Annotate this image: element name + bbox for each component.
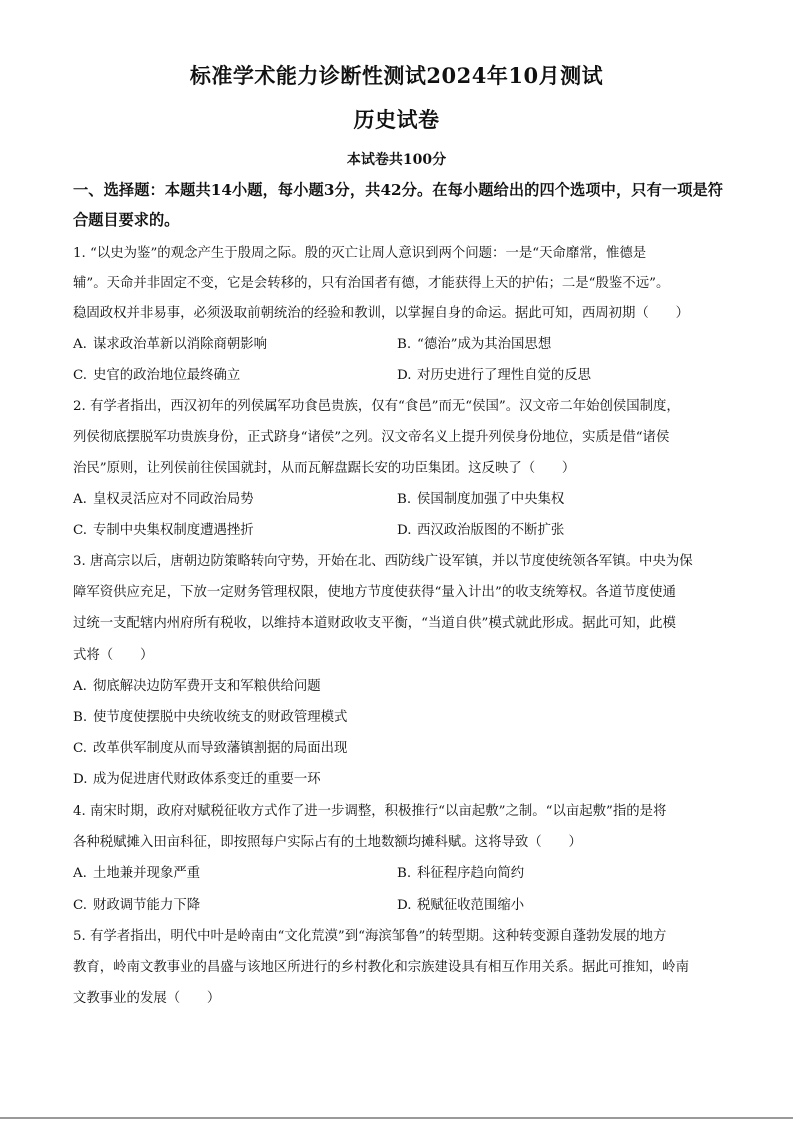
- question-line: 2. 有学者指出，西汉初年的列侯属军功食邑贵族，仅有“食邑”而无“侯国”。汉文帝二年始创侯国制度，: [73, 399, 680, 414]
- question-line: 治民”原则，让列侯前往侯国就封，从而瓦解盘踞长安的功臣集团。这反映了（ ）: [73, 461, 576, 476]
- question-line: 各种税赋摊入田亩科征，即按照每户实际占有的土地数额均摊科赋。这将导致（ ）: [73, 835, 582, 850]
- option-b: B. “德治”成为其治国思想: [397, 337, 552, 352]
- option-a: A. 土地兼并现象严重: [73, 866, 201, 881]
- question-line: 4. 南宋时期，政府对赋税征收方式作了进一步调整，积极推行“以亩起敷”之制。“以亩起敷”指的是将: [73, 804, 667, 819]
- option-b: B. 科征程序趋向简约: [397, 866, 525, 881]
- question-line: 障军资供应充足，下放一定财务管理权限，使地方节度使获得“量入计出”的收支统筹权。各道节度使通: [73, 585, 676, 600]
- question-line: 3. 唐高宗以后，唐朝边防策略转向守势，开始在北、西防线广设军镇，并以节度使统领各军镇。中央为保: [73, 554, 693, 569]
- exam-total-score: 本试卷共100分: [346, 152, 447, 168]
- question-line: 式将（ ）: [73, 648, 154, 663]
- page-bottom-divider: [0, 1117, 793, 1119]
- option-d: D. 西汉政治版图的不断扩张: [397, 523, 565, 538]
- section-heading: 一、选择题：本题共14小题，每小题3分，共42分。在每小题给出的四个选项中，只有一项是符合题目要求的。: [73, 181, 723, 229]
- question-line: 过统一支配辖内州府所有税收，以维持本道财政收支平衡，“当道自供”模式就此形成。据此可知，此模: [73, 616, 676, 631]
- option-a: A. 皇权灵活应对不同政治局势: [73, 492, 254, 507]
- option-c: C. 财政调节能力下降: [73, 898, 201, 913]
- exam-subject: 历史试卷: [353, 107, 440, 132]
- question-line: 稳固政权并非易事，必须汲取前朝统治的经验和教训，以掌握自身的命运。据此可知，西周初期（ ）: [73, 306, 689, 321]
- question-line: 列侯彻底摆脱军功贵族身份，正式跻身“诸侯”之列。汉文帝名义上提升列侯身份地位，实质是借“诸侯: [73, 430, 670, 445]
- exam-title: 标准学术能力诊断性测试2024年10月测试: [189, 63, 604, 88]
- option-b: B. 使节度使摆脱中央统收统支的财政管理模式: [73, 710, 348, 725]
- option-d: D. 成为促进唐代财政体系变迁的重要一环: [73, 772, 321, 787]
- question-line: 5. 有学者指出，明代中叶是岭南由“文化荒漠”到“海滨邹鲁”的转型期。这种转变源自蓬勃发展的地方: [73, 929, 667, 944]
- option-d: D. 对历史进行了理性自觉的反思: [397, 368, 592, 383]
- question-line: 1. “以史为鉴”的观念产生于殷周之际。殷的灭亡让周人意识到两个问题：一是“天命靡常，惟德是: [73, 246, 647, 261]
- option-c: C. 史官的政治地位最终确立: [73, 368, 241, 383]
- question-line: 教育，岭南文教事业的昌盛与该地区所进行的乡村教化和宗族建设具有相互作用关系。据此可推知，岭南: [73, 960, 689, 975]
- option-d: D. 税赋征收范围缩小: [397, 898, 525, 913]
- option-c: C. 专制中央集权制度遭遇挫折: [73, 523, 254, 538]
- question-line: 辅”。天命并非固定不变，它是会转移的，只有治国者有德，才能获得上天的护佑；二是“殷鉴不远”。: [73, 276, 670, 291]
- option-a: A. 谋求政治革新以消除商朝影响: [73, 337, 268, 352]
- option-c: C. 改革供军制度从而导致藩镇割据的局面出现: [73, 741, 348, 756]
- option-b: B. 侯国制度加强了中央集权: [397, 492, 565, 507]
- option-a: A. 彻底解决边防军费开支和军粮供给问题: [73, 679, 321, 694]
- question-line: 文教事业的发展（ ）: [73, 991, 221, 1006]
